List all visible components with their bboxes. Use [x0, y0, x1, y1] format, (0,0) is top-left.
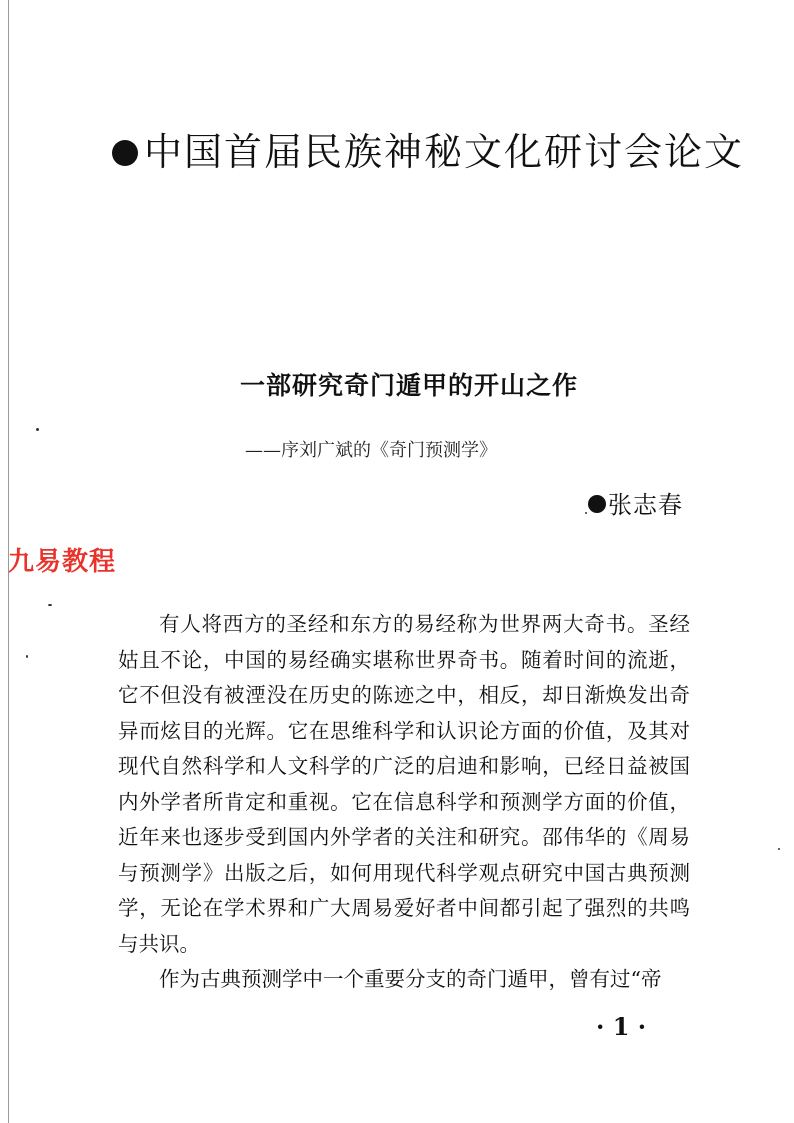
series-title — [112, 126, 745, 178]
scan-speck — [585, 512, 587, 514]
scan-speck — [48, 604, 52, 606]
series-title-text: 中国首届民族神秘文化研讨会论文 — [144, 130, 745, 174]
scan-speck — [778, 848, 780, 850]
paragraph: 作为古典预测学中一个重要分支的奇门遁甲，曾有过“帝 — [159, 967, 662, 991]
watermark: 九易教程 — [8, 547, 117, 577]
scan-speck — [26, 655, 28, 658]
page-number: · 1 · — [596, 1012, 647, 1041]
article-subtitle: ——序刘广斌的《奇门预测学》 — [245, 440, 497, 461]
paragraph: 有人将西方的圣经和东方的易经称为世界两大奇书。圣经姑且不论，中国的易经确实堪称世界奇书。随着时间的流逝，它不但没有被湮没在历史的陈迹之中，相反，却日渐焕发出奇异而炫目的光辉。它在思维科学和认识论方面的价值，及其对现代自然科学和人文科学的广泛的启迪和影响，已经日益被国内外学者所肯定和重视。它在信息科学和预测学方面的价值，近年来也逐步受到国内外学者的关注和研究。邵伟华的《周易与预测学》出版之后，如何用现代科学观点研究中国古典预测学，无论在学术界和广大周易爱好者中间都引起了强烈的共鸣与共识。 — [118, 612, 690, 956]
body-text — [118, 607, 690, 998]
author-line — [588, 488, 683, 522]
bullet-icon — [112, 140, 138, 166]
bullet-icon — [588, 495, 606, 513]
article-title: 一部研究奇门遁甲的开山之作 — [239, 371, 578, 400]
author-name: 张志春 — [608, 491, 683, 519]
scan-speck — [36, 428, 39, 431]
